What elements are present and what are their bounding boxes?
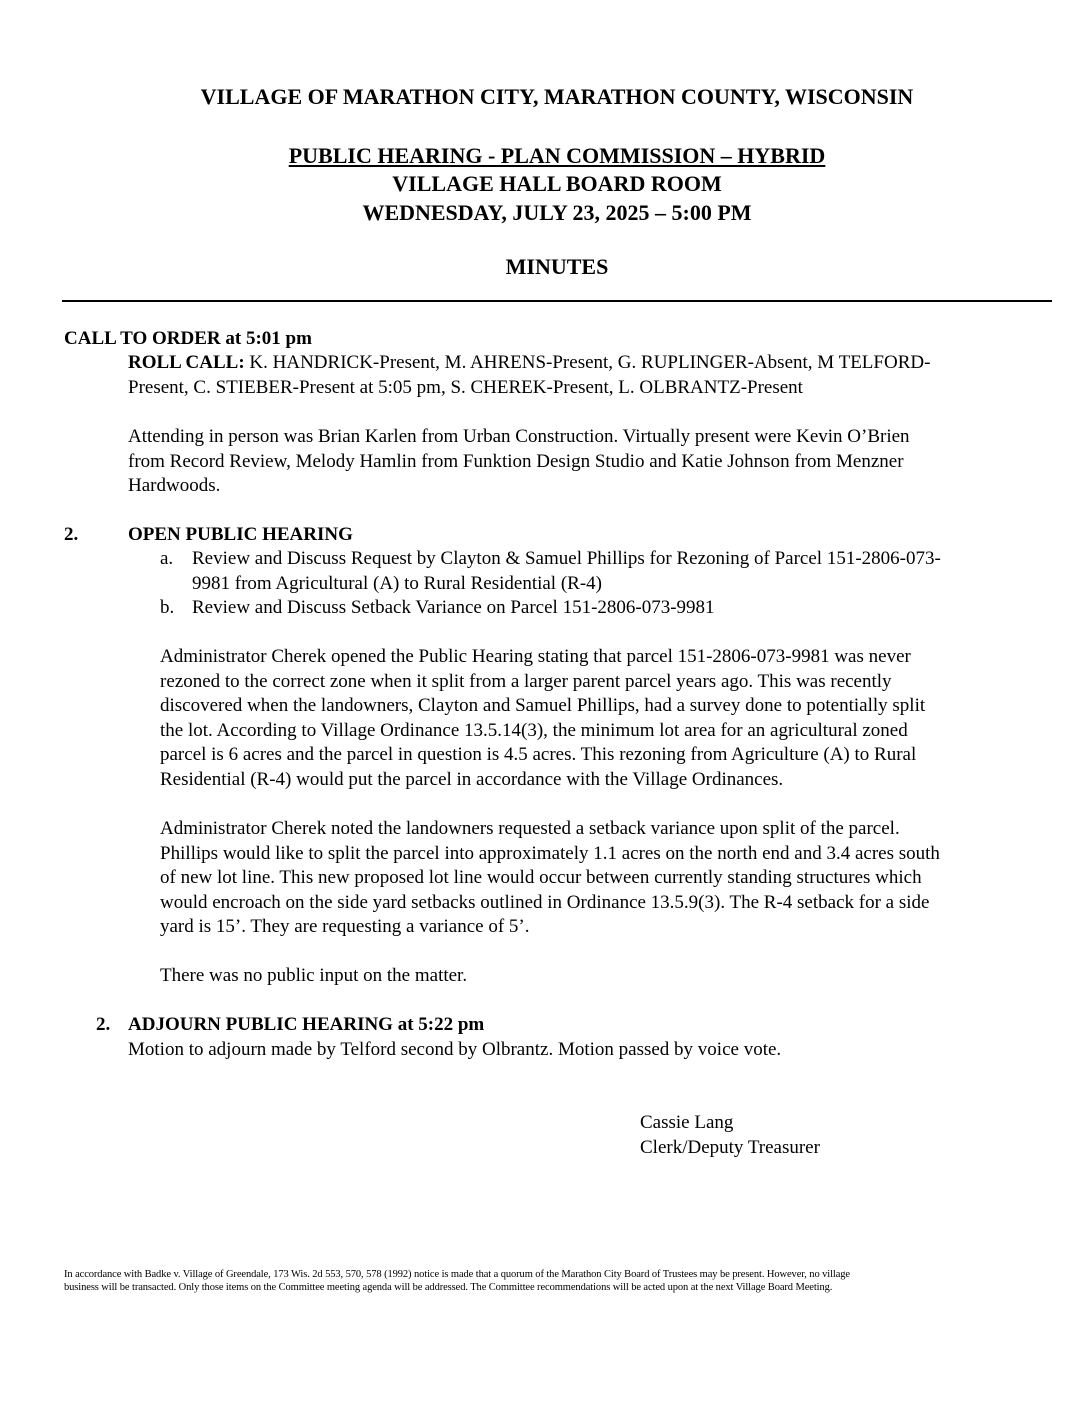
agenda-item-line: 9981 from Agricultural (A) to Rural Residential (R-4) [192,572,602,594]
document-title: VILLAGE OF MARATHON CITY, MARATHON COUNTY, WISCONSIN [200,84,914,109]
agenda-item-a [160,547,1060,596]
paragraph-line: discovered when the landowners, Clayton and Samuel Phillips, had a survey done to potentially split [160,695,926,716]
paragraph-line: Administrator Cherek noted the landowners requested a setback variance upon split of the parcel. [160,818,900,839]
paragraph-line: Phillips would like to split the parcel into approximately 1.1 acres on the north end and 3.4 acres south [160,842,940,864]
legal-notice-line: business will be transacted. Only those items on the Committee meeting agenda will be addressed. The Committee recommendations will be acted upon at the next Village Board Meeting. [64,1282,833,1293]
attendance-paragraph [128,425,1058,499]
attendance-line: from Record Review, Melody Hamlin from Funktion Design Studio and Katie Johnson from Menzner [128,450,904,472]
paragraph-line: of new lot line. This new proposed lot line would occur between currently standing structures which [160,867,922,888]
hearing-paragraph-3: There was no public input on the matter. [160,965,468,986]
agenda-item-line: Review and Discuss Setback Variance on Parcel 151-2806-073-9981 [192,597,715,618]
agenda-item-letter: a. [160,548,174,569]
section-heading: ADJOURN PUBLIC HEARING at 5:22 pm [128,1014,485,1035]
section-number: 2. [96,1014,111,1035]
agenda-item-letter: b. [160,597,175,618]
paragraph-line: yard is 15’. They are requesting a variance of 5’. [160,916,530,937]
hearing-paragraph-1 [160,645,1060,792]
paragraph-line: the lot. According to Village Ordinance 13.5.14(3), the minimum lot area for an agricultural zoned [160,719,908,741]
paragraph-line: rezoned to the correct zone when it split from a larger parent parcel years ago. This was recently [160,670,892,692]
paragraph-line: parcel is 6 acres and the parcel in question is 4.5 acres. This rezoning from Agriculture (A) to Rural [160,744,917,765]
document-type: MINUTES [505,254,609,279]
section-heading: OPEN PUBLIC HEARING [128,524,353,545]
paragraph-line: Residential (R-4) would put the parcel in accordance with the Village Ordinances. [160,768,784,790]
roll-call-line-2: Present, C. STIEBER-Present at 5:05 pm, S. CHEREK-Present, L. OLBRANTZ-Present [128,376,803,398]
adjourn-motion: Motion to adjourn made by Telford second by Olbrantz. Motion passed by voice vote. [128,1039,782,1060]
attendance-line: Hardwoods. [128,475,221,496]
agenda-item-line: Review and Discuss Request by Clayton & Samuel Phillips for Rezoning of Parcel 151-2806-073- [192,548,941,569]
roll-call [128,351,1058,400]
legal-notice [64,1268,1054,1294]
attendance-line: Attending in person was Brian Karlen from Urban Construction. Virtually present were Kevin O’Brien [128,426,910,447]
legal-notice-line: In accordance with Badke v. Village of Greendale, 173 Wis. 2d 553, 570, 578 (1992) notice is made that a quorum of the Marathon City Board of Trustees may be present. However, no village [64,1269,850,1280]
meeting-location: VILLAGE HALL BOARD ROOM [392,171,722,196]
meeting-type: PUBLIC HEARING - PLAN COMMISSION – HYBRID [288,143,826,168]
paragraph-line: would encroach on the side yard setbacks outlined in Ordinance 13.5.9(3). The R-4 setback for a side [160,891,930,913]
meeting-datetime: WEDNESDAY, JULY 23, 2025 – 5:00 PM [362,200,752,225]
signer-title: Clerk/Deputy Treasurer [640,1136,820,1158]
section-number: 2. [64,524,79,545]
signature-block [640,1111,820,1160]
hearing-paragraph-2 [160,817,1060,940]
roll-call-label: ROLL CALL: [128,352,245,373]
roll-call-line-1: K. HANDRICK-Present, M. AHRENS-Present, G. RUPLINGER-Absent, M TELFORD- [244,352,931,373]
call-to-order-heading: CALL TO ORDER at 5:01 pm [64,328,312,349]
agenda-item-b [160,596,1060,621]
header-divider [62,300,1052,302]
paragraph-line: Administrator Cherek opened the Public Hearing stating that parcel 151-2806-073-9981 was never [160,646,911,667]
signer-name: Cassie Lang [640,1112,734,1133]
